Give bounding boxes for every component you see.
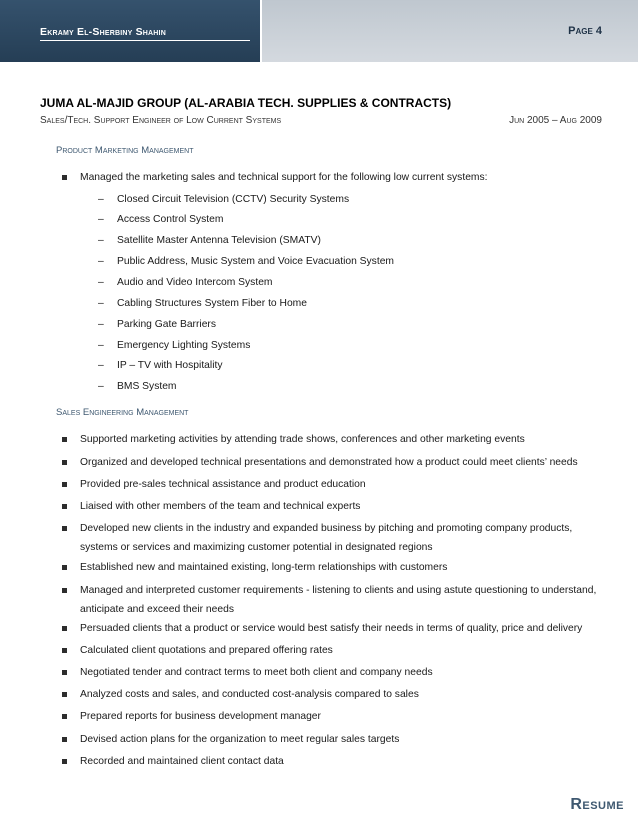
square-bullet-icon (62, 670, 67, 675)
bullet-text: Managed the marketing sales and technical support for the following low current systems: (80, 172, 488, 183)
bullet-text: Analyzed costs and sales, and conducted cost-analysis compared to sales (80, 689, 419, 700)
dash-bullet-icon: – (98, 360, 104, 371)
bullet-item (62, 685, 602, 704)
square-bullet-icon (62, 759, 67, 764)
square-bullet-icon (62, 626, 67, 631)
bullet-text: Provided pre-sales technical assistance and product education (80, 479, 366, 490)
dash-bullet-icon: – (98, 319, 104, 330)
bullet-text: Established new and maintained existing, long-term relationships with customers (80, 562, 448, 573)
dash-bullet-icon: – (98, 298, 104, 309)
author-name-underline (40, 40, 250, 41)
square-bullet-icon (62, 565, 67, 570)
bullet-text: Persuaded clients that a product or service would best satisfy their needs in terms of quality, price and delivery (80, 623, 583, 634)
bullet-item (62, 558, 602, 577)
bullet-text: Supported marketing activities by attending trade shows, conferences and other marketing events (80, 434, 525, 445)
dash-bullet-icon: – (98, 381, 104, 392)
square-bullet-icon (62, 460, 67, 465)
bullet-item (62, 581, 602, 619)
author-name: Ekramy El-Sherbiny Shahin (40, 26, 166, 38)
square-bullet-icon (62, 504, 67, 509)
sub-list-item (98, 256, 394, 267)
bullet-item (62, 453, 602, 472)
square-bullet-icon (62, 714, 67, 719)
bullet-item (62, 519, 602, 557)
bullet-item (62, 430, 602, 449)
dash-bullet-icon: – (98, 256, 104, 267)
sub-list-item (98, 340, 250, 351)
sub-list-text: Parking Gate Barriers (117, 319, 217, 330)
dash-bullet-icon: – (98, 277, 104, 288)
section-heading-sales-engineering: Sales Engineering Management (56, 407, 189, 418)
square-bullet-icon (62, 482, 67, 487)
sub-list-text: Cabling Structures System Fiber to Home (117, 298, 307, 309)
square-bullet-icon (62, 526, 67, 531)
bullet-text: Devised action plans for the organization to meet regular sales targets (80, 734, 400, 745)
dash-bullet-icon: – (98, 214, 104, 225)
bullet-text: Managed and interpreted customer requirements - listening to clients and using astute questioning to understand, anticipate and exceed their needs (80, 585, 597, 615)
sub-list-text: Emergency Lighting Systems (117, 340, 251, 351)
bullet-text: Recorded and maintained client contact data (80, 756, 284, 767)
sub-list-text: Closed Circuit Television (CCTV) Security Systems (117, 194, 350, 205)
dash-bullet-icon: – (98, 235, 104, 246)
bullet-item (62, 707, 602, 726)
bullet-text: Organized and developed technical presentations and demonstrated how a product could meet clients’ needs (80, 457, 578, 468)
sub-list-text: Access Control System (117, 214, 224, 225)
bullet-text: Prepared reports for business development manager (80, 711, 321, 722)
page-number: Page 4 (568, 25, 602, 37)
bullet-item (62, 497, 602, 516)
bullet-item (62, 475, 602, 494)
sub-list-item (98, 298, 307, 309)
job-dates: Jun 2005 – Aug 2009 (509, 115, 602, 126)
bullet-item (62, 168, 602, 187)
square-bullet-icon (62, 648, 67, 653)
bullet-item (62, 619, 602, 638)
bullet-item (62, 730, 602, 749)
sub-list-item (98, 235, 321, 246)
bullet-text: Negotiated tender and contract terms to meet both client and company needs (80, 667, 433, 678)
sub-list-text: Public Address, Music System and Voice Evacuation System (117, 256, 394, 267)
sub-list-text: Audio and Video Intercom System (117, 277, 273, 288)
dash-bullet-icon: – (98, 340, 104, 351)
sub-list-text: Satellite Master Antenna Television (SMATV) (117, 235, 321, 246)
sub-list-item (98, 277, 273, 288)
section-heading-product-marketing: Product Marketing Management (56, 145, 194, 156)
job-title: Sales/Tech. Support Engineer of Low Current Systems (40, 115, 282, 126)
dash-bullet-icon: – (98, 194, 104, 205)
square-bullet-icon (62, 437, 67, 442)
sub-list-item (98, 360, 223, 371)
square-bullet-icon (62, 692, 67, 697)
sub-list-text: IP – TV with Hospitality (117, 360, 223, 371)
square-bullet-icon (62, 737, 67, 742)
sub-list-item (98, 194, 349, 205)
bullet-text: Calculated client quotations and prepared offering rates (80, 645, 333, 656)
bullet-item (62, 641, 602, 660)
bullet-text: Liaised with other members of the team and technical experts (80, 501, 361, 512)
footer-label: Resume (570, 796, 624, 813)
sub-list-item (98, 381, 177, 392)
sub-list-item (98, 214, 223, 225)
company-name: JUMA AL-MAJID GROUP (AL-ARABIA TECH. SUPPLIES & CONTRACTS) (40, 96, 452, 110)
bullet-text: Developed new clients in the industry and expanded business by pitching and promoting company products, systems or services and maximizing customer potential in designated regions (80, 523, 573, 553)
bullet-item (62, 663, 602, 682)
sub-list-text: BMS System (117, 381, 177, 392)
square-bullet-icon (62, 175, 67, 180)
square-bullet-icon (62, 588, 67, 593)
bullet-item (62, 752, 602, 771)
sub-list-item (98, 319, 216, 330)
